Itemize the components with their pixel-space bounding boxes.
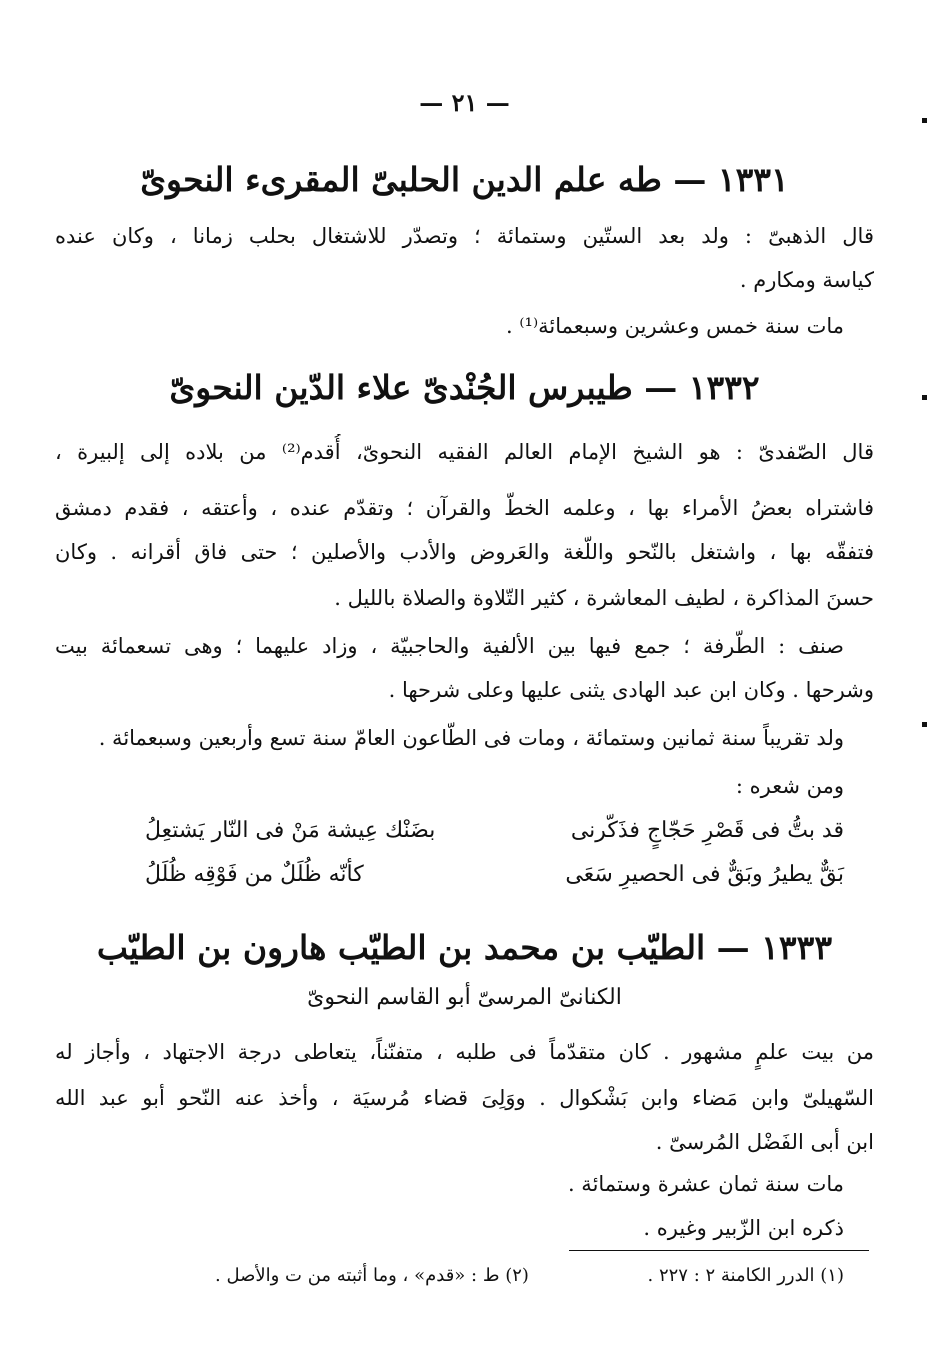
footnote: (٢) ط : «قدم» ، وما أثبته من ت والأصل . <box>215 1265 529 1286</box>
entry-heading: ١٣٣١ — طه علم الدين الحلبىّ المقرىء النحوىّ <box>140 160 789 199</box>
footnote-separator <box>569 1250 869 1251</box>
margin-mark <box>922 722 927 727</box>
text-line: وشرحها . وكان ابن عبد الهادى يثنى عليها وعلى شرحها . <box>388 678 874 702</box>
verse-hemistich: قد بتُّ فى قَصْرِ حَجّاجٍ فذَكّرنى <box>570 818 844 843</box>
text-line: صنف : الطّرفة ؛ جمع فيها بين الألفية والحاجبيّة ، وزاد عليهما ؛ وهى تسعمائة بيت <box>55 634 844 658</box>
verse-hemistich: كأنّه ظُلَلٌ من فَوْقِه ظُلَلُ <box>145 862 364 887</box>
text-line: فتفقّه بها ، واشتغل بالنّحو واللّغة والعَروض والأدب والأصلين ؛ حتى فاق أقرانه . وكان <box>55 540 874 564</box>
margin-mark <box>922 118 927 123</box>
margin-mark <box>922 395 927 400</box>
text-line: ولد تقريباً سنة ثمانين وستمائة ، ومات فى الطّاعون العامّ سنة تسع وأربعين وسبعمائة . <box>98 726 844 750</box>
text-line: من بيت علمٍ مشهور . كان متقدّماً فى طلبه ، متفنّناً، يتعاطى درجة الاجتهاد ، وأجاز له <box>55 1040 874 1064</box>
verse-hemistich: بضَنْك عِيشة مَنْ فى النّار يَشتعِلُ <box>145 818 436 843</box>
page-number: — ٢١ — <box>419 88 510 117</box>
entry-subheading: الكنانىّ المرسىّ أبو القاسم النحوىّ <box>307 985 622 1010</box>
text-line: قال الذهبىّ : ولد بعد الستّين وستمائة ؛ وتصدّر للاشتغال بحلب زمانا ، وكان عنده <box>55 224 874 248</box>
text-line: ومن شعره : <box>735 774 844 798</box>
text-line: السّهيلىّ وابن مَضاء وابن بَشْكوال . ووَلِىَ قضاء مُرسيَة ، وأخذ عنه النّحو أبو عبد الله <box>55 1086 874 1110</box>
text-line: كياسة ومكارم . <box>739 268 874 292</box>
text-line: حسنَ المذاكرة ، لطيف المعاشرة ، كثير التّلاوة والصلاة بالليل . <box>334 586 874 610</box>
text-line: ذكره ابن الزّبير وغيره . <box>643 1216 844 1240</box>
text-line: مات سنة خمس وعشرين وسبعمائة⁽¹⁾ . <box>506 314 844 338</box>
text-line: ابن أبى الفَضْل المُرسىّ . <box>655 1130 874 1154</box>
text-line: قال الصّفدىّ : هو الشيخ الإمام العالم الفقيه النحوىّ، أُقدم⁽²⁾ من بلاده إلى إلبيرة ، <box>55 440 874 464</box>
text-line: فاشتراه بعضُ الأمراء بها ، وعلمه الخطّ والقرآن ؛ وتقدّم عنده ، وأعتقه ، فقدم دمشق <box>55 496 874 520</box>
verse-hemistich: بَقٌّ يطيرُ وبَقٌّ فى الحصيرِ سَعَى <box>565 862 844 887</box>
entry-heading: ١٣٣٢ — طيبرس الجُنْدىّ علاء الدّين النحوىّ <box>169 368 760 407</box>
entry-heading: ١٣٣٣ — الطيّب بن محمد بن الطيّب هارون بن الطيّب <box>96 928 833 967</box>
text-line: مات سنة ثمان عشرة وستمائة . <box>567 1172 844 1196</box>
footnote: (١) الدرر الكامنة ٢ : ٢٢٧ . <box>647 1265 844 1286</box>
